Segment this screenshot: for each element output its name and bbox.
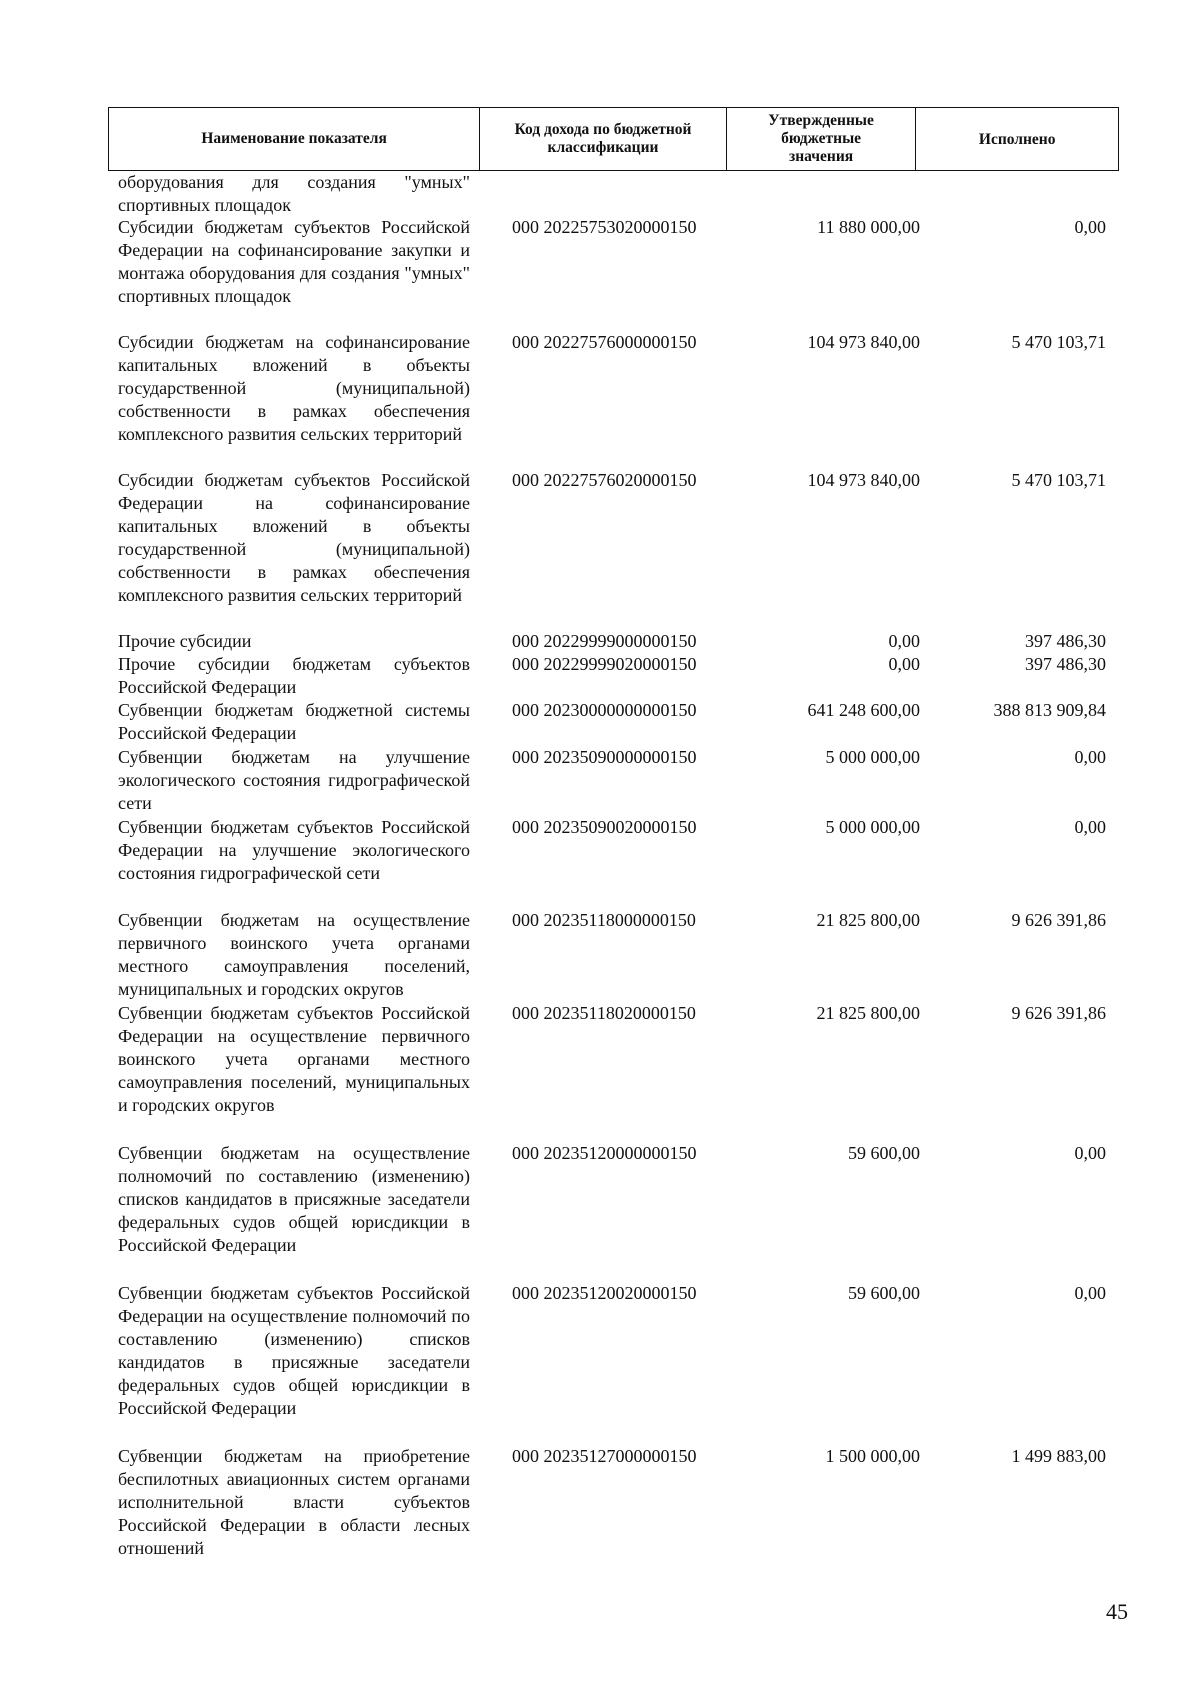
table-row <box>0 331 1200 469</box>
row-name: Субсидии бюджетам на софинансирование капитальных вложений в объекты государственной (муниципальной) собственности в рамках обеспечения комплексного развития сельских территорий <box>118 332 470 444</box>
row-done: 0,00 <box>1074 747 1106 767</box>
row-done: 5 470 103,71 <box>1011 470 1106 490</box>
header-done <box>916 108 1118 170</box>
row-code: 000 20235118020000150 <box>512 1003 696 1023</box>
row-done: 9 626 391,86 <box>1011 910 1106 930</box>
row-code: 000 20229999000000150 <box>512 631 697 651</box>
page-number: 45 <box>1106 1599 1128 1624</box>
table-row <box>0 1282 1200 1445</box>
table-row <box>0 171 1200 216</box>
row-name: Субсидии бюджетам субъектов Российской Федерации на софинансирование капитальных вложений в объекты государственной (муниципальной) собственности в рамках обеспечения комплексного развития сельских территорий <box>118 470 470 605</box>
row-name: Субсидии бюджетам субъектов Российской Федерации на софинансирование закупки и монтажа оборудования для создания "умных" спортивных площадок <box>118 217 470 306</box>
table-row <box>0 1142 1200 1282</box>
row-name: оборудования для создания "умных" спортивных площадок <box>118 172 470 215</box>
row-code: 000 20227576000000150 <box>512 332 697 352</box>
row-done: 0,00 <box>1074 1283 1106 1303</box>
table-row <box>0 469 1200 630</box>
row-done: 1 499 883,00 <box>1011 1446 1106 1466</box>
row-code: 000 20235090020000150 <box>512 817 697 837</box>
row-code: 000 20235120020000150 <box>512 1283 697 1303</box>
row-name: Субвенции бюджетам субъектов Российской Федерации на улучшение экологического состояния гидрографической сети <box>118 817 470 883</box>
row-plan: 59 600,00 <box>848 1143 920 1163</box>
row-code: 000 20235120000000150 <box>512 1143 697 1163</box>
row-done: 9 626 391,86 <box>1011 1003 1106 1023</box>
row-name: Субвенции бюджетам субъектов Российской Федерации на осуществление полномочий по составлению (изменению) списков кандидатов в присяжные заседатели федеральных судов общей юрисдикции в Российской Федерации <box>118 1283 470 1418</box>
header-done-text: Исполнено <box>978 130 1056 148</box>
row-code: 000 20235118000000150 <box>512 910 696 930</box>
row-code: 000 20225753020000150 <box>512 217 697 237</box>
row-done: 388 813 909,84 <box>993 700 1106 720</box>
row-done: 0,00 <box>1074 217 1106 237</box>
table-header <box>108 107 1119 171</box>
row-plan: 21 825 800,00 <box>816 910 920 930</box>
row-code: 000 20235127000000150 <box>512 1446 697 1466</box>
table-row <box>0 699 1200 746</box>
header-plan-line1: Утвержденные <box>768 112 874 129</box>
row-name: Субвенции бюджетам на осуществление полномочий по составлению (изменению) списков кандидатов в присяжные заседатели федеральных судов общей юрисдикции в Российской Федерации <box>118 1143 470 1255</box>
row-plan: 104 973 840,00 <box>807 332 920 352</box>
header-plan <box>727 108 917 170</box>
header-plan-line2: бюджетные <box>781 130 862 147</box>
row-name: Субвенции бюджетам на улучшение экологического состояния гидрографической сети <box>118 747 470 813</box>
table-row <box>0 816 1200 909</box>
row-plan: 5 000 000,00 <box>825 747 920 767</box>
header-code-text: Код дохода по бюджетной классификации <box>514 121 692 156</box>
table-row <box>0 1002 1200 1142</box>
header-name <box>109 108 480 170</box>
row-done: 397 486,30 <box>1025 654 1106 674</box>
row-name: Субвенции бюджетам на приобретение беспилотных авиационных систем органами исполнительной власти субъектов Российской Федерации в области лесных отношений <box>118 1446 470 1558</box>
row-code: 000 20235090000000150 <box>512 747 697 767</box>
row-done: 0,00 <box>1074 1143 1106 1163</box>
row-code: 000 20227576020000150 <box>512 470 697 490</box>
table-row <box>0 746 1200 816</box>
table-row <box>0 909 1200 1002</box>
table-row <box>0 216 1200 331</box>
row-plan: 59 600,00 <box>848 1283 920 1303</box>
row-name: Прочие субсидии <box>118 631 252 651</box>
table-row <box>0 1445 1200 1560</box>
row-done: 0,00 <box>1074 817 1106 837</box>
row-name: Субвенции бюджетам на осуществление первичного воинского учета органами местного самоуправления поселений, муниципальных и городских округов <box>118 910 470 999</box>
row-done: 397 486,30 <box>1025 631 1106 651</box>
table-row <box>0 630 1200 653</box>
row-code: 000 20230000000000150 <box>512 700 697 720</box>
header-name-text: Наименование показателя <box>201 130 387 147</box>
row-plan: 0,00 <box>888 631 920 651</box>
row-plan: 1 500 000,00 <box>825 1446 920 1466</box>
row-plan: 5 000 000,00 <box>825 817 920 837</box>
table-body <box>0 171 1200 1560</box>
row-name: Субвенции бюджетам бюджетной системы Российской Федерации <box>118 700 470 743</box>
row-plan: 11 880 000,00 <box>817 217 920 237</box>
row-plan: 21 825 800,00 <box>816 1003 920 1023</box>
header-plan-line3: значения <box>788 148 854 165</box>
row-done: 5 470 103,71 <box>1011 332 1106 352</box>
row-code: 000 20229999020000150 <box>512 654 697 674</box>
header-code <box>480 108 727 170</box>
table-row <box>0 653 1200 699</box>
row-plan: 0,00 <box>888 654 920 674</box>
row-name: Прочие субсидии бюджетам субъектов Российской Федерации <box>118 654 470 697</box>
row-name: Субвенции бюджетам субъектов Российской Федерации на осуществление первичного воинского учета органами местного самоуправления поселений, муниципальных и городских округов <box>118 1003 470 1115</box>
row-plan: 641 248 600,00 <box>807 700 920 720</box>
row-plan: 104 973 840,00 <box>807 470 920 490</box>
